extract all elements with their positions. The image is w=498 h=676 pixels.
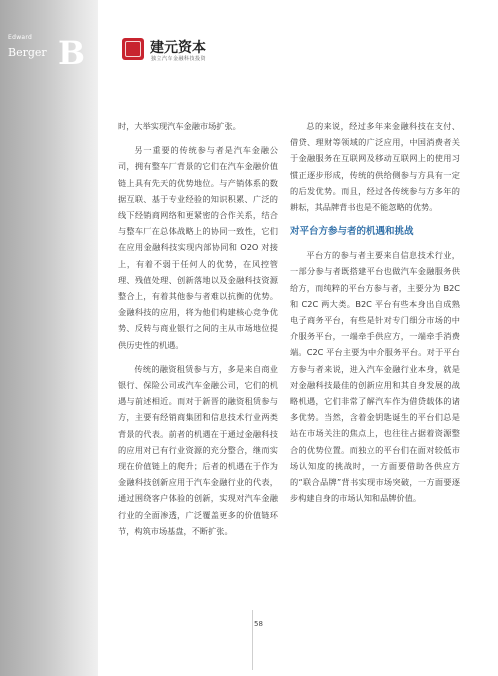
sidebar-band [0,0,98,676]
left-column [118,118,278,547]
page-divider [252,610,253,670]
left-paragraph-2: 另一重要的传统参与者是汽车金融公司，拥有整车厂背景的它们在汽车金融价值链上具有先天的优势地位。与产销体系的数据互联、基于专业经验的知识积累、广泛的线下经销商网络和更紧密的合作关系，结合与整车厂在总体战略上的协同一致性，它们在应用金融科技实现内部协同和 O2O 对接上，有着不弱于任何人的优势，在风控管理、残值处理、创新落地以及金融科技资源整合上，有着其他参与者难以抗衡的优势。金融科技的应用，将为他们构建核心竞争优势、反转与商业银行之间的主从市场地位提供历史性的机遇。 [118,145,278,350]
berger-logo [8,34,88,80]
right-paragraph-1: 总的来说，经过多年来金融科技在支付、借贷、理财等领域的广泛应用，中国消费者关于金融服务在互联网及移动互联网上的使用习惯正逐步形成，传统的供给侧参与方具有一定的后发优势。而且，经过各传统参与方多年的耕耘，其品牌背书也是不能忽略的优势。 [290,121,460,213]
right-paragraph-2: 平台方的参与者主要来自信息技术行业，一部分参与者既搭建平台也做汽车金融服务供给方，而纯粹的平台方参与者，主要分为 B2C 和 C2C 两大类。B2C 平台有些本身出自成熟电子商务平台，有些是针对专门细分市场的中介服务平台，一端牵手供应方，一端牵手消费端。C2C 平台主要为中介服务平台。对于平台方参与者来说，进入汽车金融行业本身，就是对金融科技最佳的创新应用和其自身发展的战略机遇，它们非常了解汽车作为借贷载体的诸多优势。当然，含着金钥匙诞生的平台们总是站在市场关注的焦点上，也往往占据着资源整合的优势位置。而独立的平台们在面对较低市场认知度的挑战时，一方面要借助各供应方的“联合品牌”背书实现市场突破，一方面要逐步构建自身的市场认知和品牌价值。 [290,250,460,504]
brand-tagline: 独立汽车金融科技投资 [151,56,207,62]
right-column [290,118,460,514]
left-paragraph-3: 传统的融资租赁参与方，多是来自商业银行、保险公司或汽车金融公司，它们的机遇与前述相近。而对于新晋的融资租赁参与方，主要有经销商集团和信息技术行业两类背景的代表。前者的机遇在于通过金融科技的应用对已有行业资源的充分整合，继而实现在价值链上的爬升；后者的机遇在于作为金融科技创新应用于汽车金融行业的代表，通过围绕客户体验的创新，实现对汽车金融行业的全面渗透，广泛覆盖更多的价值链环节，构筑市场基盘，不断扩张。 [118,363,278,536]
page-number: 58 [254,620,263,628]
berger-logo-small-text: Edward [8,34,33,41]
brand-name: 建元资本 [150,40,206,56]
berger-logo-name: Berger [8,46,47,59]
seal-icon [122,38,144,60]
berger-logo-letter: B [58,34,86,72]
section-title: 对平台方参与者的机遇和挑战 [290,226,414,238]
left-paragraph-1: 时，大举实现汽车金融市场扩张。 [118,121,241,131]
